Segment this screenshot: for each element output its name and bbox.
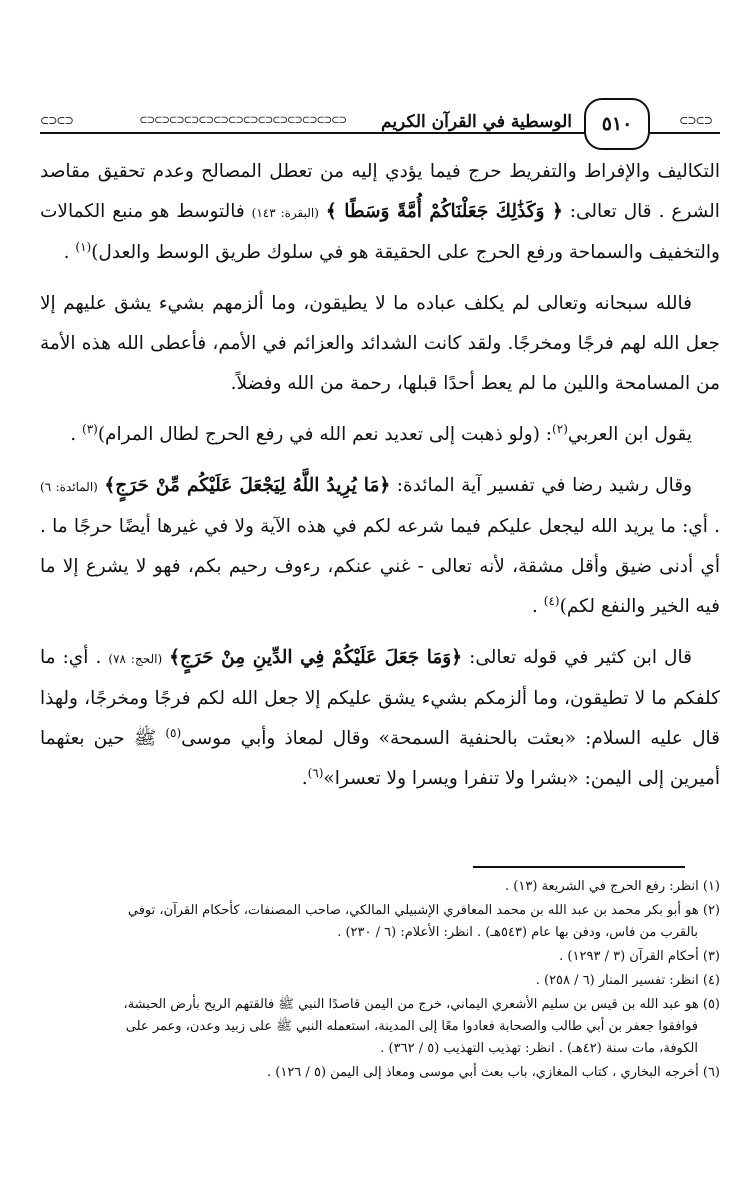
- verse-reference: (البقرة: ١٤٣): [251, 206, 319, 220]
- footnote-5-line-1: (٥) هو عبد الله بن قيس بن سليم الأشعري اليماني، خرج من اليمن قاصدًا النبي ﷺ فالقتهم الريح بأرض الحبشة،: [123, 997, 720, 1012]
- quran-verse: ﴿مَا يُرِيدُ اللَّهُ لِيَجْعَلَ عَلَيْكُم مِّنْ حَرَجٍ﴾: [104, 475, 391, 496]
- paragraph-2: [40, 284, 720, 404]
- footnote-marker[interactable]: (٣): [82, 421, 98, 436]
- page-header: [40, 98, 720, 148]
- verse-reference: (الحج: ٧٨): [108, 652, 163, 666]
- footnote-2: [40, 900, 720, 944]
- paragraph-4: [40, 466, 720, 627]
- text: .: [70, 424, 77, 445]
- text: : (ولو ذهبت إلى تعديد نعم الله في رفع الحرج لطال المرام): [97, 424, 553, 445]
- paragraph-5: [40, 638, 720, 799]
- footnote-5-line-2: فوافقوا جعفر بن أبي طالب والصحابة فعادوا معًا إلى المدينة، استعمله النبي ﷺ على زبيد وعدن، وعمر على: [125, 1019, 698, 1034]
- footnote-1: (١) انظر: رفع الحرج في الشريعة (١٣) .: [505, 879, 720, 894]
- text: .: [301, 768, 308, 789]
- text: فالتوسط هو منبع الكمالات والتخفيف والسماحة ورفع الحرج على الحقيقة هو في سلوك طريق الوسط والعدل): [40, 201, 720, 263]
- header-ornament-chain: ⊂⊃⊂⊃⊂⊃⊂⊃⊂⊃⊂⊃⊂⊃⊂⊃⊂⊃⊂⊃⊂⊃⊂⊃⊂⊃⊂⊃: [139, 115, 346, 126]
- paragraph-3: [40, 415, 720, 455]
- footnote-5-line-3: الكوفة، مات سنة (٤٢هـ) . انظر: تهذيب التهذيب (٥ / ٣٦٢) .: [380, 1041, 698, 1056]
- footnote-3: (٣) أحكام القرآن (٣ / ١٢٩٣) .: [559, 949, 720, 964]
- footnote-2-line-2: بالقرب من فاس، ودفن بها عام (٥٤٣هـ) . انظر: الأعلام: (٦ / ٢٣٠) .: [337, 925, 698, 940]
- text: وقال رشيد رضا في تفسير آية المائدة:: [396, 475, 692, 496]
- footnote-marker[interactable]: (٥): [165, 725, 182, 740]
- main-text: [40, 152, 720, 810]
- paragraph-1: [40, 152, 720, 273]
- quran-verse: ﴿وَمَا جَعَلَ عَلَيْكُمْ فِي الدِّينِ مِنْ حَرَجٍ﴾: [169, 647, 463, 668]
- footnote-2-line-1: (٢) هو أبو بكر محمد بن عبد الله بن محمد المعافري الإشبيلي المالكي، صاحب المصنفات، كأحكام القرآن، توفي: [127, 903, 720, 918]
- page-number: ٥١٠: [584, 98, 650, 150]
- footnote-4: (٤) انظر: تفسير المنار (٦ / ٢٥٨) .: [535, 973, 720, 988]
- footnote-marker[interactable]: (١): [75, 239, 92, 254]
- text: . أي: ما كلفكم ما لا تطيقون، وما ألزمكم بشيء يشق عليكم إلا جعل الله لكم فرجًا ومخرجًا، ولهذا قال عليه السلام: «بعثت بالحنفية السمحة» وقال لمعاذ وأبي موسى: [40, 647, 720, 749]
- verse-reference: (المائدة: ٦): [40, 480, 98, 494]
- text: . أي: ما يريد الله ليجعل عليكم فيما شرعه لكم في هذه الآية ولا في غيرها أيضًا حرجًا ما . أي أدنى ضيق وأقل مشقة، لأنه تعالى - غني عنكم، رءوف رحيم بكم، فهو لا يشرع إلا ما فيه الخير والنفع لكم): [40, 516, 720, 617]
- text: ﷺ حين بعثهما أميرين إلى اليمن: «بشرا ولا تنفرا ويسرا ولا تعسرا»: [40, 728, 720, 789]
- running-title: الوسطية في القرآن الكريم: [381, 112, 572, 132]
- footnote-5: [40, 994, 720, 1060]
- text: التكاليف والإفراط والتفريط حرج فيما يؤدي إليه من تعطل المصالح وعدم تحقيق مقاصد الشرع . قال تعالى:: [40, 161, 720, 222]
- header-ornament-right: ⊂⊃⊂⊃: [679, 114, 712, 127]
- footnote-marker[interactable]: (٢): [552, 421, 568, 436]
- header-ornament-left: ⊂⊃⊂⊃: [40, 114, 73, 127]
- text: .: [532, 596, 538, 617]
- footnote-marker[interactable]: (٤): [543, 593, 560, 608]
- text: يقول ابن العربي: [567, 424, 692, 445]
- text: .: [63, 242, 70, 263]
- quran-verse: ﴿ وَكَذَٰلِكَ جَعَلْنَاكُمْ أُمَّةً وَسَطًا ﴾: [325, 201, 563, 222]
- text: قال ابن كثير في قوله تعالى:: [469, 647, 692, 668]
- footnote-6: (٦) أخرجه البخاري ، كتاب المغازي، باب بعث أبي موسى ومعاذ إلى اليمن (٥ / ١٢٦) .: [267, 1065, 720, 1080]
- footnote-separator: [473, 866, 685, 868]
- footnote-marker[interactable]: (٦): [307, 765, 324, 780]
- text: فالله سبحانه وتعالى لم يكلف عباده ما لا يطيقون، وما ألزمهم بشيء يشق عليهم إلا جعل الله لهم فرجًا ومخرجًا. ولقد كانت الشدائد والعزائم في الأمم، فأعطى الله هذه الأمة من المسامحة واللين ما لم يعط أحدًا قبلها، رحمة من الله وفضلاً.: [40, 293, 720, 394]
- footnotes: [40, 876, 720, 1086]
